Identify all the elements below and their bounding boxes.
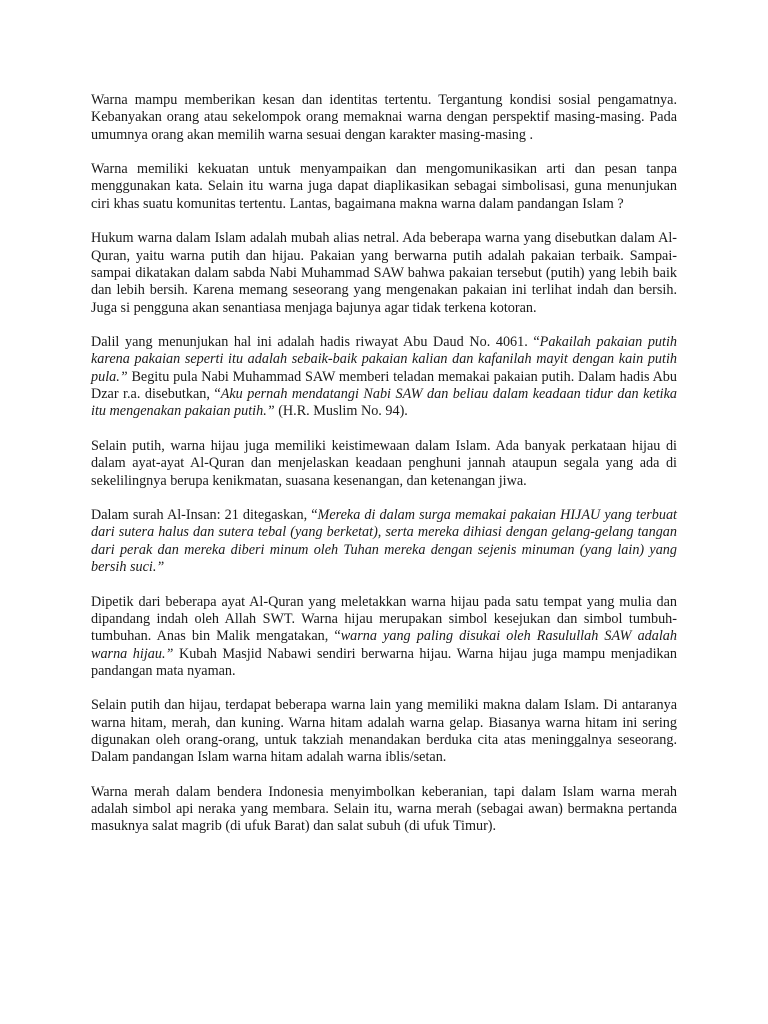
- text-segment: Warna mampu memberikan kesan dan identitas tertentu. Tergantung kondisi sosial pengamatnya. Kebanyakan orang atau sekelompok orang memaknai warna dengan perspektif masing-masing. Pada umumnya orang akan memilih warna sesuai dengan karakter masing-masing .: [91, 92, 677, 143]
- text-segment: Selain putih dan hijau, terdapat beberapa warna lain yang memiliki makna dalam Islam. Di antaranya warna hitam, merah, dan kuning. Warna hitam adalah warna gelap. Biasanya warna hitam ini sering digunakan oleh orang-orang, untuk takziah menandakan berduka cita atas meninggalnya seseorang. Dalam pandangan Islam warna hitam adalah warna iblis/setan.: [91, 697, 677, 766]
- paragraph: [91, 230, 677, 316]
- text-segment: Dalil yang menunjukan hal ini adalah hadis riwayat Abu Daud No. 4061. “: [91, 334, 540, 351]
- paragraph: [91, 334, 677, 420]
- text-segment: Begitu pula Nabi Muhammad SAW memberi teladan memakai pakaian putih. Dalam hadis Abu Dzar r.a. disebutkan, “: [91, 368, 677, 403]
- hadith-quote: warna yang paling disukai oleh Rasulullah SAW adalah warna hijau.”: [91, 628, 677, 662]
- paragraph: [91, 92, 677, 144]
- hadith-quote: Pakailah pakaian putih karena pakaian seperti itu adalah sebaik-baik pakaian kalian dan kafanilah mayit dengan kain putih pula.”: [91, 334, 677, 385]
- text-segment: Kubah Masjid Nabawi sendiri berwarna hijau. Warna hijau juga mampu menjadikan pandangan mata nyaman.: [91, 645, 677, 679]
- paragraph: [91, 594, 677, 680]
- quran-quote: Mereka di dalam surga memakai pakaian HIJAU yang terbuat dari sutera halus dan sutera tebal (yang berketat), serta mereka dihiasi dengan gelang-gelang tangan dari perak dan mereka diberi minum oleh Tuhan mereka dengan sejenis minuman (yang lain) yang bersih suci.”: [91, 507, 677, 576]
- text-segment: Dalam surah Al-Insan: 21 ditegaskan, “: [91, 507, 318, 524]
- text-segment: Hukum warna dalam Islam adalah mubah alias netral. Ada beberapa warna yang disebutkan dalam Al-Quran, yaitu warna putih dan hijau. Pakaian yang berwarna putih adalah pakaian terbaik. Sampai-sampai dikatakan dalam sabda Nabi Muhammad SAW bahwa pakaian tersebut (putih) yang lebih baik dan lebih bersih. Karena memang seseorang yang mengenakan pakaian ini terlihat indah dan bersih. Juga si pengguna akan senantiasa menjaga bajunya agar tidak terkena kotoran.: [91, 230, 677, 316]
- text-segment: Warna merah dalam bendera Indonesia menyimbolkan keberanian, tapi dalam Islam warna merah adalah simbol api neraka yang membara. Selain itu, warna merah (sebagai awan) bermakna pertanda masuknya salat magrib (di ufuk Barat) dan salat subuh (di ufuk Timur).: [91, 783, 677, 835]
- document-page: [91, 92, 677, 853]
- paragraph: [91, 507, 677, 576]
- paragraph: [91, 161, 677, 213]
- text-segment: (H.R. Muslim No. 94).: [274, 403, 408, 420]
- paragraph: [91, 697, 677, 766]
- text-segment: Dipetik dari beberapa ayat Al-Quran yang meletakkan warna hijau pada satu tempat yang mulia dan dipandang indah oleh Allah SWT. Warna hijau merupakan simbol kesejukan dan simbol tumbuh-tumbuhan. Anas bin Malik mengatakan, “: [91, 593, 677, 645]
- paragraph: [91, 784, 677, 836]
- hadith-quote: Aku pernah mendatangi Nabi SAW dan beliau dalam keadaan tidur dan ketika itu mengenakan pakaian putih.”: [91, 386, 677, 420]
- paragraph: [91, 438, 677, 490]
- text-segment: Selain putih, warna hijau juga memiliki keistimewaan dalam Islam. Ada banyak perkataan hijau di dalam ayat-ayat Al-Quran dan menjelaskan keadaan penghuni jannah ataupun segala yang ada di sekelilingnya berupa kenikmatan, suasana kesenangan, dan ketenangan jiwa.: [91, 437, 677, 489]
- text-segment: Warna memiliki kekuatan untuk menyampaikan dan mengomunikasikan arti dan pesan tanpa menggunakan kata. Selain itu warna juga dapat diaplikasikan sebagai simbolisasi, guna menunjukan ciri khas suatu komunitas tertentu. Lantas, bagaimana makna warna dalam pandangan Islam ?: [91, 161, 677, 212]
